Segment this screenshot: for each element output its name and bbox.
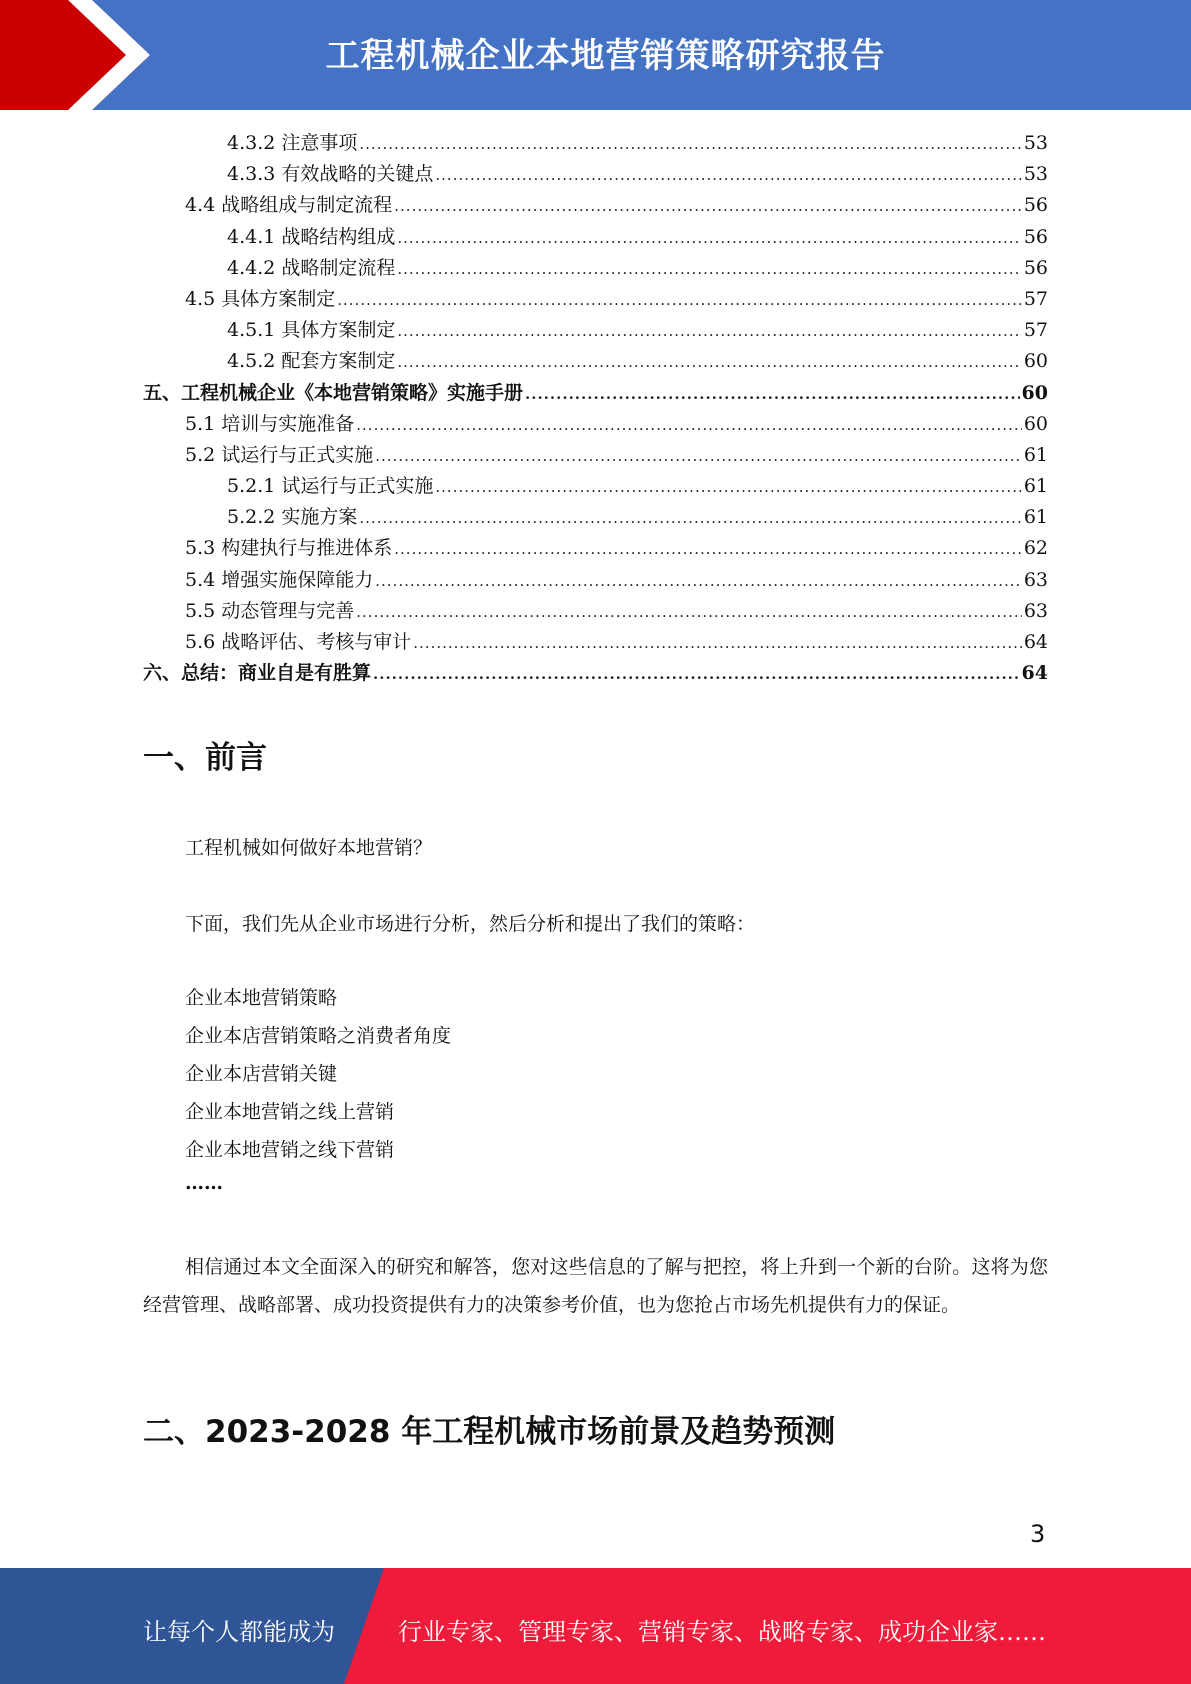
toc-entry-text: 4.5 具体方案制定 [185, 287, 336, 310]
toc-entry-text: 4.5.1 具体方案制定 [227, 319, 396, 342]
toc-entry-page: 56 [1023, 194, 1048, 217]
toc-entry-text: 5.2 试运行与正式实施 [185, 443, 374, 466]
toc-entry[interactable] [143, 440, 1048, 471]
toc-entry-text: 4.4.2 战略制定流程 [227, 256, 396, 279]
toc-leader-dots [413, 628, 1022, 659]
toc-entry[interactable] [143, 502, 1048, 533]
toc-entry-text: 4.4 战略组成与制定流程 [185, 194, 393, 217]
toc-entry-page: 60 [1023, 412, 1048, 435]
list-item: 企业本店营销关键 [185, 1063, 338, 1085]
toc-entry[interactable] [143, 596, 1048, 627]
list-ellipsis: …… [185, 1172, 223, 1194]
toc-entry[interactable] [143, 471, 1048, 502]
strategy-list [185, 982, 451, 1172]
toc-entry-page: 61 [1023, 443, 1048, 466]
toc-entry[interactable] [143, 346, 1048, 377]
section-heading-preface: 一、前言 [143, 740, 267, 776]
toc-leader-dots [359, 129, 1021, 160]
toc-entry[interactable] [143, 253, 1048, 284]
toc-entry[interactable] [143, 533, 1048, 564]
toc-entry-page: 60 [1021, 381, 1048, 404]
toc-leader-dots [397, 223, 1021, 254]
preface-paragraph: 相信通过本文全面深入的研究和解答，您对这些信息的了解与把控，将上升到一个新的台阶。这将为您经营管理、战略部署、成功投资提供有力的决策参考价值，也为您抢占市场先机提供有力的保证。 [143, 1256, 1048, 1316]
toc-entry-text: 五、工程机械企业《本地营销策略》实施手册 [143, 381, 524, 404]
toc-leader-dots [356, 410, 1022, 441]
page-footer [0, 1568, 1191, 1684]
toc-entry[interactable] [143, 409, 1048, 440]
page-header [0, 0, 1191, 110]
toc-chapter-entry[interactable] [143, 658, 1048, 689]
toc-entry-text: 5.2.1 试运行与正式实施 [227, 475, 434, 498]
toc-entry-text: 4.4.1 战略结构组成 [227, 225, 396, 248]
toc-leader-dots [397, 254, 1021, 285]
toc-entry-page: 64 [1023, 631, 1048, 653]
toc-entry[interactable] [143, 190, 1048, 221]
toc-leader-dots [435, 160, 1021, 191]
toc-chapter-entry[interactable] [143, 378, 1048, 409]
toc-entry-text: 5.4 增强实施保障能力 [185, 568, 374, 591]
toc-entry[interactable] [143, 128, 1048, 159]
toc-entry-text: 六、总结：商业自是有胜算 [143, 662, 372, 685]
toc-entry-page: 53 [1023, 163, 1048, 186]
toc-entry-text: 4.3.2 注意事项 [227, 132, 358, 154]
toc-entry-text: 4.5.2 配套方案制定 [227, 350, 396, 373]
toc-leader-dots [394, 191, 1022, 222]
toc-entry[interactable] [143, 315, 1048, 346]
toc-leader-dots [373, 659, 1020, 690]
toc-entry-text: 5.5 动态管理与完善 [185, 599, 355, 622]
list-item: 企业本地营销之线上营销 [185, 1101, 395, 1123]
toc-entry-text: 5.6 战略评估、考核与审计 [185, 631, 412, 653]
footer-slogan-left: 让每个人都能成为 [143, 1618, 335, 1646]
toc-entry[interactable] [143, 627, 1048, 658]
page-number: 3 [1030, 1520, 1046, 1548]
toc-leader-dots [435, 472, 1021, 503]
toc-entry-page: 61 [1023, 506, 1048, 529]
toc-entry-page: 60 [1023, 350, 1048, 373]
preface-question: 工程机械如何做好本地营销？ [185, 837, 433, 859]
toc-entry[interactable] [143, 284, 1048, 315]
toc-leader-dots [397, 316, 1021, 347]
list-item: 企业本地营销策略 [185, 987, 338, 1009]
toc-leader-dots [356, 597, 1022, 628]
toc-leader-dots [375, 566, 1022, 597]
toc-leader-dots [337, 285, 1022, 316]
toc-entry-page: 62 [1023, 537, 1048, 560]
toc-entry-page: 57 [1023, 287, 1048, 310]
toc-entry[interactable] [143, 565, 1048, 596]
toc-entry-text: 4.3.3 有效战略的关键点 [227, 163, 434, 186]
list-item: 企业本地营销之线下营销 [185, 1139, 395, 1161]
toc-entry-page: 53 [1023, 132, 1048, 154]
toc-entry-page: 57 [1023, 319, 1048, 342]
report-title: 工程机械企业本地营销策略研究报告 [325, 36, 886, 76]
toc-entry[interactable] [143, 159, 1048, 190]
toc-leader-dots [359, 503, 1021, 534]
toc-leader-dots [375, 441, 1022, 472]
toc-entry-page: 63 [1023, 568, 1048, 591]
toc-entry-text: 5.2.2 实施方案 [227, 506, 358, 529]
toc-entry-page: 64 [1021, 662, 1048, 685]
list-item: 企业本店营销策略之消费者角度 [185, 1025, 452, 1047]
toc-leader-dots [397, 347, 1021, 378]
footer-slogan-right: 行业专家、管理专家、营销专家、战略专家、成功企业家…… [398, 1618, 1046, 1646]
table-of-contents [143, 128, 1048, 689]
toc-entry-text: 5.3 构建执行与推进体系 [185, 537, 393, 560]
toc-entry[interactable] [143, 222, 1048, 253]
section-heading-forecast: 二、2023-2028 年工程机械市场前景及趋势预测 [143, 1414, 836, 1450]
toc-entry-page: 56 [1023, 225, 1048, 248]
toc-entry-page: 61 [1023, 475, 1048, 498]
toc-leader-dots [394, 534, 1022, 565]
toc-entry-page: 56 [1023, 256, 1048, 279]
toc-entry-page: 63 [1023, 599, 1048, 622]
preface-intro: 下面，我们先从企业市场进行分析，然后分析和提出了我们的策略： [185, 913, 756, 935]
toc-leader-dots [525, 379, 1020, 410]
toc-entry-text: 5.1 培训与实施准备 [185, 412, 355, 435]
